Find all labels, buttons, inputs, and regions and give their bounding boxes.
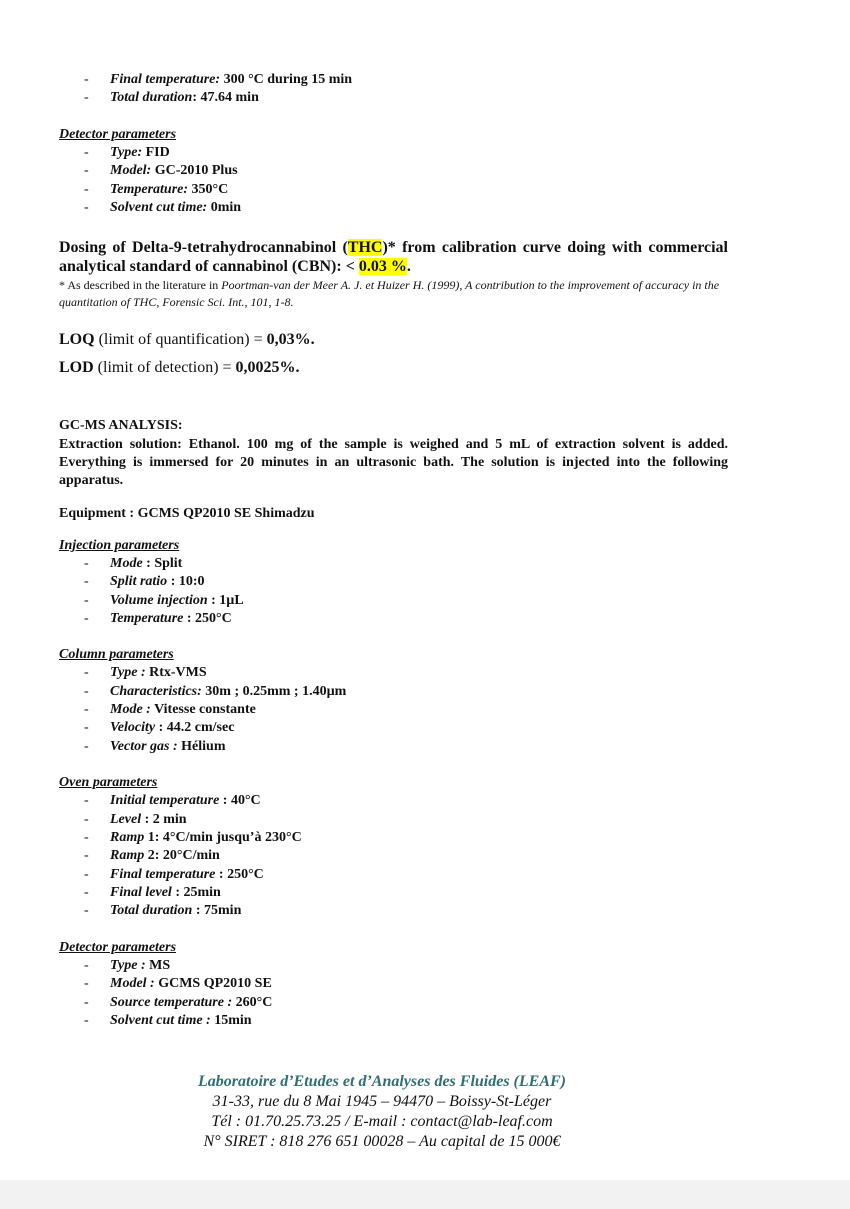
section-title-oven: Oven parameters: [59, 775, 158, 790]
list-item: - Velocity : 44.2 cm/sec: [84, 720, 235, 735]
list-item: - Type : Rtx-VMS: [84, 665, 207, 680]
dosing-statement: Dosing of Delta-9-tetrahydrocannabinol (THC)* from calibration curve doing with commercial analytical standard of cannabinol (CBN): < 0.03 %.: [59, 239, 729, 275]
list-item: - Solvent cut time : 15min: [84, 1013, 252, 1028]
list-item: - Model : GCMS QP2010 SE: [84, 976, 272, 991]
thc-highlight: THC: [347, 239, 383, 256]
list-item: - Final level : 25min: [84, 885, 221, 900]
list-item: - Mode : Split: [84, 556, 183, 571]
loq-line: LOQ (limit of quantification) = 0,03%.: [59, 331, 315, 348]
section-title-detector-ms: Detector parameters: [59, 940, 177, 955]
list-item: - Initial temperature : 40°C: [84, 793, 261, 808]
list-item: - Final temperature : 250°C: [84, 867, 264, 882]
lod-line: LOD (limit of detection) = 0,0025%.: [59, 359, 300, 376]
list-item: - Mode : Vitesse constante: [84, 702, 256, 717]
list-item: - Solvent cut time: 0min: [84, 200, 242, 215]
footer-contact: Tél : 01.70.25.73.25 / E-mail : contact@lab-leaf.com: [211, 1113, 553, 1130]
list-item: - Characteristics: 30m ; 0.25mm ; 1.40µm: [84, 684, 347, 699]
list-item: - Temperature : 250°C: [84, 611, 232, 626]
footer-siret: N° SIRET : 818 276 651 00028 – Au capital de 15 000€: [203, 1133, 561, 1150]
page-bottom-band: [0, 1180, 850, 1209]
list-item: - Split ratio : 10:0: [84, 574, 205, 589]
extraction-paragraph: Extraction solution: Ethanol. 100 mg of the sample is weighed and 5 mL of extraction solvent is added. Everything is immersed for 20 minutes in an ultrasonic bath. The solution is injected into the following apparatus.: [59, 437, 728, 488]
footer-address: 31-33, rue du 8 Mai 1945 – 94470 – Boissy-St-Léger: [212, 1093, 552, 1110]
section-title-injection: Injection parameters: [59, 538, 180, 553]
list-item: - Final temperature: 300 °C during 15 min: [84, 72, 353, 87]
thc-value-highlight: 0.03 %: [358, 258, 407, 275]
list-item: - Level : 2 min: [84, 812, 187, 827]
section-title-column: Column parameters: [59, 647, 174, 662]
list-item: - Volume injection : 1µL: [84, 593, 244, 608]
list-item: - Ramp 1: 4°C/min jusqu’à 230°C: [84, 830, 302, 845]
equipment-line: Equipment : GCMS QP2010 SE Shimadzu: [59, 506, 315, 521]
list-item: - Type: FID: [84, 145, 170, 160]
footer-lab-name: Laboratoire d’Etudes et d’Analyses des Fluides (LEAF): [198, 1073, 566, 1090]
list-item: - Total duration : 75min: [84, 903, 242, 918]
list-item: - Temperature: 350°C: [84, 182, 229, 197]
literature-note: * As described in the literature in Poortman-van der Meer A. J. et Huizer H. (1999), A contribution to the improvement of accuracy in the quantitation of THC, Forensic Sci. Int., 101, 1-8.: [59, 278, 720, 309]
list-item: - Total duration: 47.64 min: [84, 90, 259, 105]
list-item: - Model: GC-2010 Plus: [84, 163, 238, 178]
list-item: - Type : MS: [84, 958, 171, 973]
list-item: - Ramp 2: 20°C/min: [84, 848, 220, 863]
gcms-title: GC-MS ANALYSIS:: [59, 418, 183, 433]
list-item: - Source temperature : 260°C: [84, 995, 273, 1010]
section-title-detector-gc: Detector parameters: [59, 127, 177, 142]
list-item: - Vector gas : Hélium: [84, 739, 226, 754]
